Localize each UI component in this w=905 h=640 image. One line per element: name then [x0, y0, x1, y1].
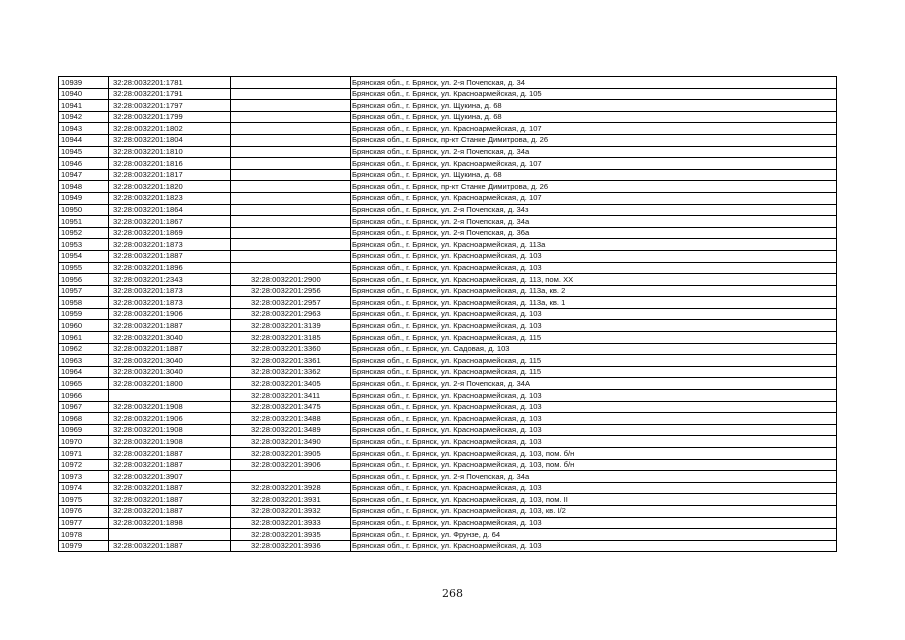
address-cell: Брянская обл., г. Брянск, ул. 2-я Почепская, д. 36а — [351, 227, 837, 239]
table-row — [59, 540, 837, 552]
table-row — [59, 529, 837, 541]
row-number-cell: 10974 — [59, 482, 109, 494]
table-row — [59, 366, 837, 378]
land-cadastral-number-cell: 32:28:0032201:1869 — [109, 227, 231, 239]
address-cell: Брянская обл., г. Брянск, пр-кт Станке Димитрова, д. 26 — [351, 134, 837, 146]
table-row — [59, 459, 837, 471]
table-row — [59, 401, 837, 413]
address-cell: Брянская обл., г. Брянск, ул. Красноармейская, д. 115 — [351, 366, 837, 378]
table-row — [59, 413, 837, 425]
address-cell: Брянская обл., г. Брянск, ул. Красноармейская, д. 113, пом. XX — [351, 274, 837, 286]
land-cadastral-number-cell: 32:28:0032201:1908 — [109, 436, 231, 448]
row-number-cell: 10966 — [59, 390, 109, 402]
land-cadastral-number-cell: 32:28:0032201:1800 — [109, 378, 231, 390]
table-row — [59, 239, 837, 251]
object-cadastral-number-cell: 32:28:0032201:3411 — [231, 390, 351, 402]
registry-table-body — [59, 77, 837, 552]
land-cadastral-number-cell: 32:28:0032201:1908 — [109, 401, 231, 413]
table-row — [59, 285, 837, 297]
land-cadastral-number-cell: 32:28:0032201:1820 — [109, 181, 231, 193]
page-number: 268 — [442, 587, 463, 600]
row-number-cell: 10965 — [59, 378, 109, 390]
land-cadastral-number-cell — [109, 529, 231, 541]
object-cadastral-number-cell: 32:28:0032201:3489 — [231, 424, 351, 436]
object-cadastral-number-cell — [231, 227, 351, 239]
object-cadastral-number-cell: 32:28:0032201:3932 — [231, 505, 351, 517]
row-number-cell: 10968 — [59, 413, 109, 425]
land-cadastral-number-cell: 32:28:0032201:2343 — [109, 274, 231, 286]
object-cadastral-number-cell — [231, 158, 351, 170]
land-cadastral-number-cell: 32:28:0032201:1823 — [109, 192, 231, 204]
object-cadastral-number-cell — [231, 100, 351, 112]
address-cell: Брянская обл., г. Брянск, ул. Красноармейская, д. 105 — [351, 88, 837, 100]
land-cadastral-number-cell: 32:28:0032201:1887 — [109, 540, 231, 552]
address-cell: Брянская обл., г. Брянск, ул. 2-я Почепская, д. 34а — [351, 471, 837, 483]
address-cell: Брянская обл., г. Брянск, ул. Щукина, д. 68 — [351, 100, 837, 112]
address-cell: Брянская обл., г. Брянск, ул. Красноармейская, д. 115 — [351, 332, 837, 344]
object-cadastral-number-cell: 32:28:0032201:3935 — [231, 529, 351, 541]
object-cadastral-number-cell: 32:28:0032201:3905 — [231, 448, 351, 460]
address-cell: Брянская обл., г. Брянск, ул. Красноармейская, д. 103 — [351, 436, 837, 448]
table-row — [59, 216, 837, 228]
land-cadastral-number-cell: 32:28:0032201:3040 — [109, 332, 231, 344]
object-cadastral-number-cell — [231, 216, 351, 228]
table-row — [59, 494, 837, 506]
row-number-cell: 10975 — [59, 494, 109, 506]
row-number-cell: 10971 — [59, 448, 109, 460]
table-row — [59, 181, 837, 193]
row-number-cell: 10959 — [59, 308, 109, 320]
land-cadastral-number-cell: 32:28:0032201:1816 — [109, 158, 231, 170]
row-number-cell: 10947 — [59, 169, 109, 181]
address-cell: Брянская обл., г. Брянск, ул. Щукина, д. 68 — [351, 169, 837, 181]
object-cadastral-number-cell — [231, 169, 351, 181]
object-cadastral-number-cell — [231, 111, 351, 123]
land-cadastral-number-cell: 32:28:0032201:1797 — [109, 100, 231, 112]
land-cadastral-number-cell: 32:28:0032201:1873 — [109, 297, 231, 309]
table-row — [59, 100, 837, 112]
land-cadastral-number-cell — [109, 390, 231, 402]
land-cadastral-number-cell: 32:28:0032201:1804 — [109, 134, 231, 146]
row-number-cell: 10978 — [59, 529, 109, 541]
row-number-cell: 10973 — [59, 471, 109, 483]
row-number-cell: 10940 — [59, 88, 109, 100]
row-number-cell: 10956 — [59, 274, 109, 286]
row-number-cell: 10954 — [59, 250, 109, 262]
address-cell: Брянская обл., г. Брянск, ул. 2-я Почепская, д. 34 — [351, 77, 837, 89]
land-cadastral-number-cell: 32:28:0032201:1896 — [109, 262, 231, 274]
object-cadastral-number-cell — [231, 471, 351, 483]
object-cadastral-number-cell — [231, 77, 351, 89]
land-cadastral-number-cell: 32:28:0032201:1887 — [109, 494, 231, 506]
land-cadastral-number-cell: 32:28:0032201:1873 — [109, 285, 231, 297]
address-cell: Брянская обл., г. Брянск, ул. 2-я Почепская, д. 34а — [351, 216, 837, 228]
row-number-cell: 10957 — [59, 285, 109, 297]
object-cadastral-number-cell: 32:28:0032201:3490 — [231, 436, 351, 448]
object-cadastral-number-cell — [231, 146, 351, 158]
address-cell: Брянская обл., г. Брянск, ул. Красноармейская, д. 113а, кв. 2 — [351, 285, 837, 297]
table-row — [59, 448, 837, 460]
table-row — [59, 390, 837, 402]
table-row — [59, 332, 837, 344]
object-cadastral-number-cell — [231, 123, 351, 135]
address-cell: Брянская обл., г. Брянск, ул. Красноармейская, д. 103 — [351, 262, 837, 274]
object-cadastral-number-cell: 32:28:0032201:2957 — [231, 297, 351, 309]
object-cadastral-number-cell: 32:28:0032201:3936 — [231, 540, 351, 552]
table-row — [59, 262, 837, 274]
row-number-cell: 10972 — [59, 459, 109, 471]
land-cadastral-number-cell: 32:28:0032201:1887 — [109, 505, 231, 517]
object-cadastral-number-cell — [231, 250, 351, 262]
row-number-cell: 10964 — [59, 366, 109, 378]
row-number-cell: 10958 — [59, 297, 109, 309]
land-cadastral-number-cell: 32:28:0032201:1817 — [109, 169, 231, 181]
table-row — [59, 308, 837, 320]
row-number-cell: 10942 — [59, 111, 109, 123]
address-cell: Брянская обл., г. Брянск, ул. Красноармейская, д. 103 — [351, 540, 837, 552]
land-cadastral-number-cell: 32:28:0032201:1873 — [109, 239, 231, 251]
land-cadastral-number-cell: 32:28:0032201:1802 — [109, 123, 231, 135]
table-row — [59, 482, 837, 494]
object-cadastral-number-cell — [231, 239, 351, 251]
table-row — [59, 134, 837, 146]
object-cadastral-number-cell — [231, 204, 351, 216]
table-row — [59, 436, 837, 448]
row-number-cell: 10979 — [59, 540, 109, 552]
object-cadastral-number-cell: 32:28:0032201:3405 — [231, 378, 351, 390]
object-cadastral-number-cell — [231, 134, 351, 146]
land-cadastral-number-cell: 32:28:0032201:1791 — [109, 88, 231, 100]
land-cadastral-number-cell: 32:28:0032201:1887 — [109, 459, 231, 471]
object-cadastral-number-cell: 32:28:0032201:3906 — [231, 459, 351, 471]
land-cadastral-number-cell: 32:28:0032201:1887 — [109, 250, 231, 262]
table-row — [59, 111, 837, 123]
table-row — [59, 123, 837, 135]
table-row — [59, 517, 837, 529]
address-cell: Брянская обл., г. Брянск, ул. 2-я Почепская, д. 34А — [351, 378, 837, 390]
row-number-cell: 10945 — [59, 146, 109, 158]
land-cadastral-number-cell: 32:28:0032201:1906 — [109, 413, 231, 425]
land-cadastral-number-cell: 32:28:0032201:1908 — [109, 424, 231, 436]
address-cell: Брянская обл., г. Брянск, ул. Красноармейская, д. 103 — [351, 424, 837, 436]
property-registry-table — [58, 76, 837, 552]
object-cadastral-number-cell: 32:28:0032201:3361 — [231, 355, 351, 367]
object-cadastral-number-cell — [231, 181, 351, 193]
row-number-cell: 10960 — [59, 320, 109, 332]
table-row — [59, 297, 837, 309]
address-cell: Брянская обл., г. Брянск, ул. Красноармейская, д. 113а — [351, 239, 837, 251]
address-cell: Брянская обл., г. Брянск, ул. Красноармейская, д. 103, пом. б/н — [351, 459, 837, 471]
table-row — [59, 505, 837, 517]
table-row — [59, 343, 837, 355]
address-cell: Брянская обл., г. Брянск, ул. Красноармейская, д. 107 — [351, 192, 837, 204]
address-cell: Брянская обл., г. Брянск, ул. Красноармейская, д. 103 — [351, 250, 837, 262]
row-number-cell: 10950 — [59, 204, 109, 216]
address-cell: Брянская обл., г. Брянск, ул. Красноармейская, д. 103 — [351, 517, 837, 529]
address-cell: Брянская обл., г. Брянск, ул. Садовая, д. 103 — [351, 343, 837, 355]
address-cell: Брянская обл., г. Брянск, ул. Фрунзе, д. 64 — [351, 529, 837, 541]
row-number-cell: 10949 — [59, 192, 109, 204]
table-row — [59, 192, 837, 204]
row-number-cell: 10941 — [59, 100, 109, 112]
land-cadastral-number-cell: 32:28:0032201:1887 — [109, 320, 231, 332]
object-cadastral-number-cell — [231, 88, 351, 100]
table-row — [59, 274, 837, 286]
table-row — [59, 424, 837, 436]
row-number-cell: 10963 — [59, 355, 109, 367]
address-cell: Брянская обл., г. Брянск, ул. Красноармейская, д. 103 — [351, 390, 837, 402]
land-cadastral-number-cell: 32:28:0032201:1864 — [109, 204, 231, 216]
row-number-cell: 10976 — [59, 505, 109, 517]
row-number-cell: 10952 — [59, 227, 109, 239]
land-cadastral-number-cell: 32:28:0032201:1867 — [109, 216, 231, 228]
object-cadastral-number-cell: 32:28:0032201:3928 — [231, 482, 351, 494]
land-cadastral-number-cell: 32:28:0032201:1887 — [109, 448, 231, 460]
address-cell: Брянская обл., г. Брянск, ул. 2-я Почепская, д. 34з — [351, 204, 837, 216]
object-cadastral-number-cell: 32:28:0032201:3185 — [231, 332, 351, 344]
object-cadastral-number-cell: 32:28:0032201:2963 — [231, 308, 351, 320]
land-cadastral-number-cell: 32:28:0032201:1887 — [109, 482, 231, 494]
row-number-cell: 10953 — [59, 239, 109, 251]
row-number-cell: 10970 — [59, 436, 109, 448]
row-number-cell: 10944 — [59, 134, 109, 146]
table-row — [59, 227, 837, 239]
address-cell: Брянская обл., г. Брянск, ул. Красноармейская, д. 113а, кв. 1 — [351, 297, 837, 309]
table-row — [59, 77, 837, 89]
address-cell: Брянская обл., г. Брянск, ул. Красноармейская, д. 107 — [351, 123, 837, 135]
land-cadastral-number-cell: 32:28:0032201:3040 — [109, 366, 231, 378]
object-cadastral-number-cell: 32:28:0032201:2956 — [231, 285, 351, 297]
address-cell: Брянская обл., г. Брянск, пр-кт Станке Димитрова, д. 26 — [351, 181, 837, 193]
address-cell: Брянская обл., г. Брянск, ул. Красноармейская, д. 103 — [351, 308, 837, 320]
table-row — [59, 169, 837, 181]
row-number-cell: 10946 — [59, 158, 109, 170]
table-row — [59, 320, 837, 332]
address-cell: Брянская обл., г. Брянск, ул. Красноармейская, д. 103 — [351, 401, 837, 413]
object-cadastral-number-cell: 32:28:0032201:3475 — [231, 401, 351, 413]
object-cadastral-number-cell: 32:28:0032201:3931 — [231, 494, 351, 506]
row-number-cell: 10977 — [59, 517, 109, 529]
row-number-cell: 10943 — [59, 123, 109, 135]
land-cadastral-number-cell: 32:28:0032201:3907 — [109, 471, 231, 483]
land-cadastral-number-cell: 32:28:0032201:1898 — [109, 517, 231, 529]
row-number-cell: 10939 — [59, 77, 109, 89]
table-row — [59, 204, 837, 216]
object-cadastral-number-cell: 32:28:0032201:3139 — [231, 320, 351, 332]
object-cadastral-number-cell: 32:28:0032201:3488 — [231, 413, 351, 425]
table-row — [59, 378, 837, 390]
table-row — [59, 355, 837, 367]
land-cadastral-number-cell: 32:28:0032201:1781 — [109, 77, 231, 89]
address-cell: Брянская обл., г. Брянск, ул. Красноармейская, д. 115 — [351, 355, 837, 367]
row-number-cell: 10948 — [59, 181, 109, 193]
address-cell: Брянская обл., г. Брянск, ул. Красноармейская, д. 103 — [351, 482, 837, 494]
table-row — [59, 158, 837, 170]
object-cadastral-number-cell: 32:28:0032201:2900 — [231, 274, 351, 286]
row-number-cell: 10951 — [59, 216, 109, 228]
address-cell: Брянская обл., г. Брянск, ул. Красноармейская, д. 103, кв. I/2 — [351, 505, 837, 517]
address-cell: Брянская обл., г. Брянск, ул. Красноармейская, д. 103, пом. II — [351, 494, 837, 506]
land-cadastral-number-cell: 32:28:0032201:1906 — [109, 308, 231, 320]
row-number-cell: 10962 — [59, 343, 109, 355]
table-row — [59, 471, 837, 483]
land-cadastral-number-cell: 32:28:0032201:1887 — [109, 343, 231, 355]
land-cadastral-number-cell: 32:28:0032201:1799 — [109, 111, 231, 123]
address-cell: Брянская обл., г. Брянск, ул. 2-я Почепская, д. 34а — [351, 146, 837, 158]
row-number-cell: 10961 — [59, 332, 109, 344]
address-cell: Брянская обл., г. Брянск, ул. Красноармейская, д. 103 — [351, 413, 837, 425]
table-row — [59, 146, 837, 158]
address-cell: Брянская обл., г. Брянск, ул. Красноармейская, д. 107 — [351, 158, 837, 170]
address-cell: Брянская обл., г. Брянск, ул. Красноармейская, д. 103 — [351, 320, 837, 332]
address-cell: Брянская обл., г. Брянск, ул. Щукина, д. 68 — [351, 111, 837, 123]
land-cadastral-number-cell: 32:28:0032201:3040 — [109, 355, 231, 367]
object-cadastral-number-cell — [231, 262, 351, 274]
row-number-cell: 10969 — [59, 424, 109, 436]
object-cadastral-number-cell: 32:28:0032201:3933 — [231, 517, 351, 529]
row-number-cell: 10955 — [59, 262, 109, 274]
object-cadastral-number-cell: 32:28:0032201:3360 — [231, 343, 351, 355]
object-cadastral-number-cell: 32:28:0032201:3362 — [231, 366, 351, 378]
land-cadastral-number-cell: 32:28:0032201:1810 — [109, 146, 231, 158]
table-row — [59, 250, 837, 262]
object-cadastral-number-cell — [231, 192, 351, 204]
address-cell: Брянская обл., г. Брянск, ул. Красноармейская, д. 103, пом. б/н — [351, 448, 837, 460]
table-row — [59, 88, 837, 100]
row-number-cell: 10967 — [59, 401, 109, 413]
